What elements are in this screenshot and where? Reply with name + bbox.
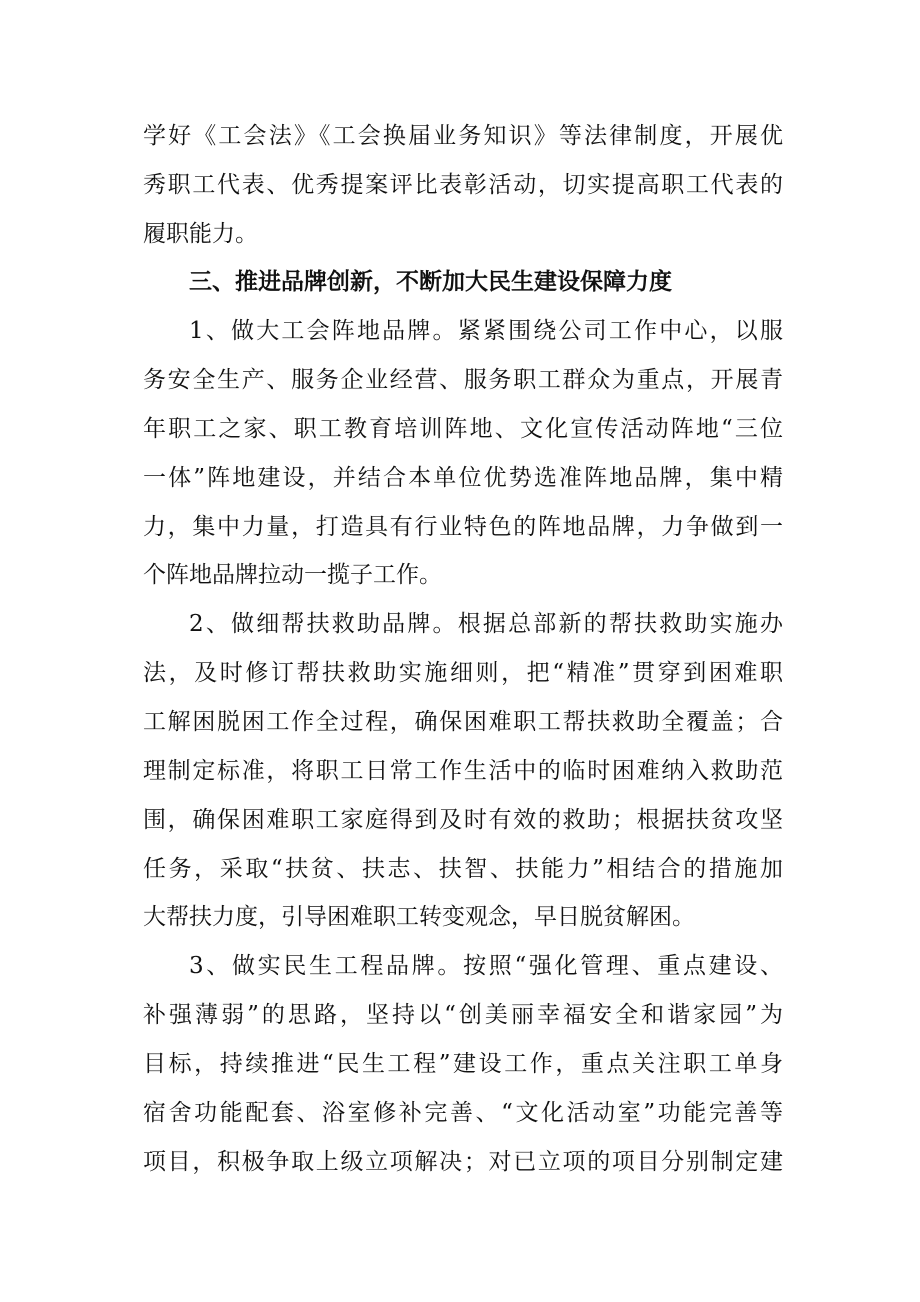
paragraph-first-line: 2、做细帮扶救助品牌。根据总部新的帮扶救助实施办 bbox=[189, 611, 783, 637]
text-line: 工解困脱困工作全过程，确保困难职工帮扶救助全覆盖；合 bbox=[143, 709, 783, 735]
paragraph-first-line: 3、做实民生工程品牌。按照“强化管理、重点建设、 bbox=[189, 953, 783, 979]
text-line: 秀职工代表、优秀提案评比表彰活动，切实提高职工代表的 bbox=[143, 172, 783, 198]
paragraph-first-line: 1、做大工会阵地品牌。紧紧围绕公司工作中心，以服 bbox=[189, 318, 783, 344]
text-line: 补强薄弱”的思路，坚持以“创美丽幸福安全和谐家园”为 bbox=[143, 1002, 783, 1028]
text-line: 围，确保困难职工家庭得到及时有效的救助；根据扶贫攻坚 bbox=[143, 807, 783, 833]
text-line: 一体”阵地建设，并结合本单位优势选准阵地品牌，集中精 bbox=[143, 465, 783, 491]
text-line: 理制定标准，将职工日常工作生活中的临时困难纳入救助范 bbox=[143, 758, 783, 784]
text-line: 法，及时修订帮扶救助实施细则，把“精准”贯穿到困难职 bbox=[143, 660, 783, 686]
text-line: 宿舍功能配套、浴室修补完善、“文化活动室”功能完善等 bbox=[143, 1100, 783, 1126]
text-line: 年职工之家、职工教育培训阵地、文化宣传活动阵地“三位 bbox=[143, 416, 783, 442]
text-line: 大帮扶力度，引导困难职工转变观念，早日脱贫解困。 bbox=[143, 904, 695, 930]
text-line: 任务，采取“扶贫、扶志、扶智、扶能力”相结合的措施加 bbox=[143, 856, 783, 882]
section-heading: 三、推进品牌创新，不断加大民生建设保障力度 bbox=[189, 269, 672, 295]
text-line: 个阵地品牌拉动一揽子工作。 bbox=[143, 562, 442, 588]
text-line: 履职能力。 bbox=[143, 221, 258, 247]
text-line: 项目，积极争取上级立项解决；对已立项的项目分别制定建 bbox=[143, 1149, 783, 1175]
text-line: 学好《工会法》《工会换届业务知识》等法律制度，开展优 bbox=[143, 123, 783, 149]
text-line: 务安全生产、服务企业经营、服务职工群众为重点，开展青 bbox=[143, 367, 783, 393]
text-line: 力，集中力量，打造具有行业特色的阵地品牌，力争做到一 bbox=[143, 514, 783, 540]
text-line: 目标，持续推进“民生工程”建设工作，重点关注职工单身 bbox=[143, 1051, 783, 1077]
